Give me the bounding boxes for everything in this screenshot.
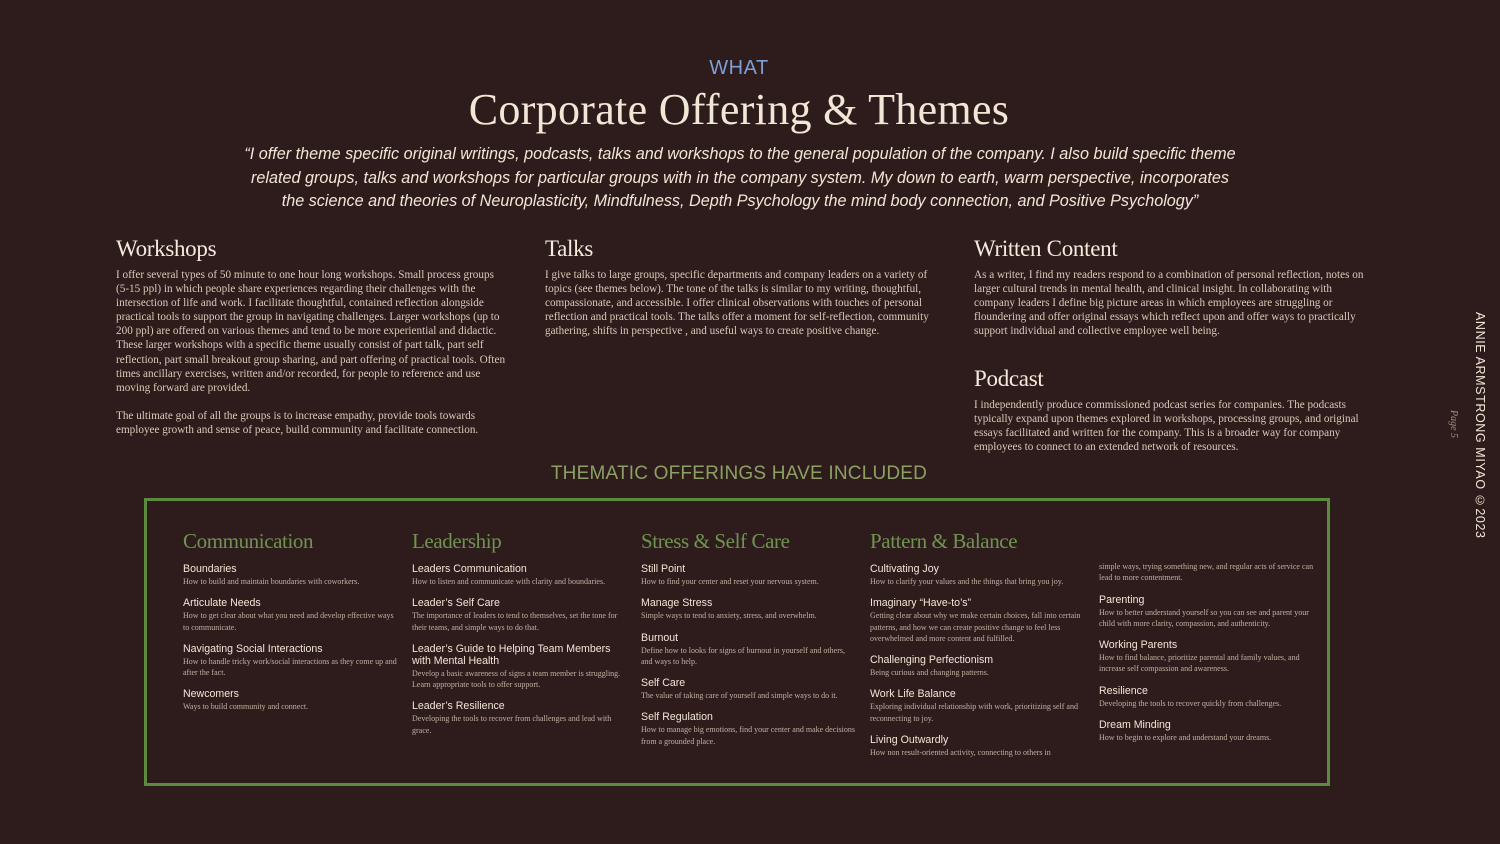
talks-section <box>545 236 937 338</box>
list-item <box>641 632 856 668</box>
list-item <box>1099 719 1314 743</box>
leadership-heading: Leadership <box>412 529 502 553</box>
continuation-column <box>1099 560 1314 753</box>
list-item <box>1099 639 1314 675</box>
item-title: Working Parents <box>1099 639 1178 652</box>
item-title: Newcomers <box>183 688 239 701</box>
talks-heading: Talks <box>545 236 593 261</box>
workshops-heading: Workshops <box>116 236 217 261</box>
item-description: How to handle tricky work/social interactions as they come up and after the fact. <box>183 656 397 678</box>
stress-self-care-heading: Stress & Self Care <box>641 529 790 553</box>
list-item <box>412 597 627 633</box>
thematic-offerings-heading: THEMATIC OFFERINGS HAVE INCLUDED <box>550 463 928 484</box>
workshops-paragraph-2: The ultimate goal of all the groups is to increase empathy, provide tools towards employee growth and sense of peace, build community and facilitate connection. <box>116 409 479 436</box>
item-description: The value of taking care of yourself and simple ways to do it. <box>641 691 838 701</box>
item-description: How to get clear about what you need and develop effective ways to communicate. <box>183 611 394 632</box>
item-title: Leader’s Self Care <box>412 597 500 610</box>
item-description: How to begin to explore and understand your dreams. <box>1099 733 1272 743</box>
list-item <box>641 563 856 587</box>
written-content-section <box>974 236 1364 338</box>
item-description: How to clarify your values and the things that bring you joy. <box>870 577 1064 586</box>
talks-paragraph: I give talks to large groups, specific departments and company leaders on a variety of topics (see themes below). The tone of the talks is similar to my writing, thoughtful, compassionate, and accessible. I offer clinical observations with touches of personal reflection and practical tools. The talks offer a moment for self-reflection, community gathering, shifts in perspective , and useful ways to create positive change. <box>545 269 929 338</box>
item-title: Burnout <box>641 631 679 644</box>
list-item <box>183 688 398 712</box>
item-description: Ways to build community and connect. <box>183 702 309 712</box>
eyebrow-label: WHAT <box>709 57 769 79</box>
item-description: How to listen and communicate with clarity and boundaries. <box>412 577 606 586</box>
list-item <box>641 677 856 701</box>
pattern-balance-heading: Pattern & Balance <box>870 529 1018 553</box>
item-description: How to build and maintain boundaries with coworkers. <box>183 577 360 586</box>
item-title: Manage Stress <box>641 597 713 610</box>
list-item <box>870 597 1085 644</box>
item-title: Parenting <box>1099 593 1145 606</box>
item-title: Living Outwardly <box>870 734 949 747</box>
item-description: Developing the tools to recover quickly from challenges. <box>1099 698 1282 708</box>
item-title: Cultivating Joy <box>870 563 939 575</box>
item-description: How to manage big emotions, find your center and make decisions from a grounded place. <box>641 725 855 746</box>
item-description: Being curious and changing patterns. <box>870 668 989 678</box>
workshops-section <box>116 236 506 437</box>
thematic-offerings-box <box>144 498 1330 786</box>
item-title: Self Care <box>641 677 686 690</box>
list-item <box>641 711 856 747</box>
item-title: Work Life Balance <box>870 688 956 701</box>
leadership-column <box>412 529 627 746</box>
copyright-vertical-text: ANNIE ARMSTRONG MIYAO ©2023 <box>1473 312 1487 539</box>
communication-heading: Communication <box>183 529 314 553</box>
item-title: Resilience <box>1099 684 1148 697</box>
list-item <box>183 597 398 633</box>
list-item <box>1099 561 1314 584</box>
list-item <box>870 734 1085 758</box>
item-title: Leaders Communication <box>412 563 527 575</box>
workshops-paragraph-1: I offer several types of 50 minute to one hour long workshops. Small process groups (5-15 ppl) in which people share experiences regarding their challenges with the intersection of life and work. I facilitate thoughtful, contained reflection alongside practical tools to support the group in navigating challenges. Larger workshops (up to 200 ppl) are offered on various themes and tend to be more experiential and didactic. These larger workshops with a specific theme usually consist of part talk, part self reflection, part small breakout group sharing, and part offering of practical tools. Often times ancillary exercises, written and/or recorded, for people to reference and use moving forward are provided. <box>116 269 506 394</box>
list-item <box>1099 685 1314 709</box>
communication-column <box>183 529 398 723</box>
written-content-heading: Written Content <box>974 236 1118 261</box>
item-title: Articulate Needs <box>183 597 261 610</box>
podcast-section <box>974 366 1366 454</box>
item-title: Leader’s Guide to Helping Team Members with Mental Health <box>412 642 611 667</box>
list-item <box>412 700 627 736</box>
list-item <box>412 563 627 587</box>
item-title: Leader’s Resilience <box>412 700 505 713</box>
item-description: simple ways, trying something new, and regular acts of service can lead to more contentment. <box>1099 562 1314 583</box>
list-item <box>183 643 398 679</box>
item-description: Define how to looks for signs of burnout in yourself and others, and ways to help. <box>641 645 845 666</box>
pattern-balance-column <box>870 529 1085 768</box>
list-item <box>870 654 1085 678</box>
list-item <box>183 563 398 587</box>
item-description: How to better understand yourself so you can see and parent your child with more clarity, compassion, and authenticity. <box>1099 607 1309 628</box>
item-title: Imaginary “Have-to’s” <box>870 597 972 610</box>
written-content-paragraph: As a writer, I find my readers respond to a combination of personal reflection, notes on larger cultural trends in mental health, and clinical insight. In collaborating with company leaders I define big picture areas in which employees are struggling or floundering and offer original essays which reflect upon and offer ways to practically support individual and collective employee well being. <box>974 269 1364 338</box>
podcast-heading: Podcast <box>974 366 1044 391</box>
item-description: The importance of leaders to tend to themselves, set the tone for their teams, and simple ways to do that. <box>412 611 618 632</box>
item-description: Simple ways to tend to anxiety, stress, and overwhelm. <box>641 611 817 621</box>
item-description: Exploring individual relationship with work, prioritizing self and reconnecting to joy. <box>870 702 1078 723</box>
item-title: Still Point <box>641 563 686 575</box>
item-description: How non result-oriented activity, connecting to others in <box>870 748 1051 758</box>
item-title: Challenging Perfectionism <box>870 654 994 667</box>
intro-quote: “I offer theme specific original writings, podcasts, talks and workshops to the general population of the company. I also build specific theme related groups, talks and workshops for particular groups with in the company system. My down to earth, warm perspective, incorporates the science and theories of Neuroplasticity, Mindfulness, Depth Psychology the mind body connection, and Positive Psychology” <box>244 145 1236 210</box>
list-item <box>870 563 1085 587</box>
page-number: Page 5 <box>1448 410 1459 439</box>
list-item <box>641 597 856 621</box>
item-title: Navigating Social Interactions <box>183 642 323 655</box>
list-item <box>412 643 627 691</box>
item-title: Self Regulation <box>641 711 713 724</box>
item-description: Developing the tools to recover from challenges and lead with grace. <box>412 714 612 735</box>
item-description: How to find balance, prioritize parental and family values, and increase self compassion and awareness. <box>1099 653 1300 674</box>
item-title: Boundaries <box>183 563 237 575</box>
page-title: Corporate Offering & Themes <box>468 85 1010 134</box>
podcast-paragraph: I independently produce commissioned podcast series for companies. The podcasts typically expand upon themes explored in workshops, processing groups, and original essays facilitated and written for the company. This is a broader way for company employees to connect to an extended network of resources. <box>974 399 1359 454</box>
list-item <box>1099 594 1314 630</box>
stress-self-care-column <box>641 529 856 757</box>
item-description: Getting clear about why we make certain choices, fall into certain patterns, and how we can create positive change to feel less overwhelmed and more content and fulfilled. <box>870 611 1081 643</box>
item-description: How to find your center and reset your nervous system. <box>641 577 819 586</box>
item-title: Dream Minding <box>1099 719 1171 732</box>
list-item <box>870 688 1085 724</box>
item-description: Develop a basic awareness of signs a team member is struggling. Learn appropriate tools to offer support. <box>412 668 621 690</box>
